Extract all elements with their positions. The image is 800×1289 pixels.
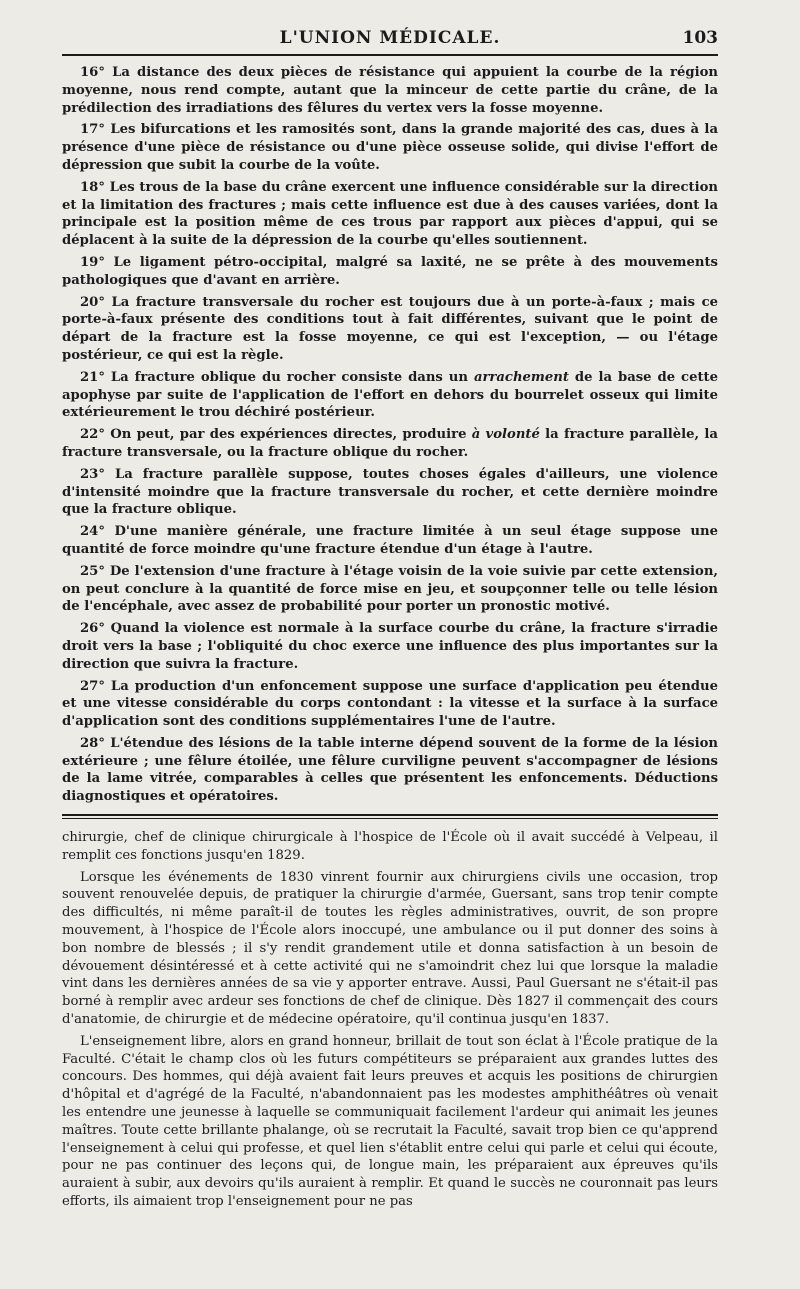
conclusion-17: 17° Les bifurcations et les ramosités sont, dans la grande majorité des cas, dues à la présence d'une pièce de résistance ou d'une pièce osseuse solide, qui divise l'effort de dépression que subit la courbe de la voûte. [62,122,718,173]
conclusions-section [62,64,718,806]
conclusion-27: 27° La production d'un enfoncement suppose une surface d'application peu étendue et une vitesse considérable du corps contondant : la vitesse et la surface à la surface d'application sont des conditions supplémentaires l'une de l'autre. [62,678,718,730]
running-header [62,24,718,56]
conclusion-25: 25° De l'extension d'une fracture à l'étage voisin de la voie suivie par cette extension, on peut conclure à la quantité de force mise en jeu, et soupçonner telle ou telle lésion de l'encéphale, avec assez de probabilité pour porter un pronostic motivé. [62,563,718,615]
page-number: 103 [682,28,718,48]
conclusion-19: 19° Le ligament pétro-occipital, malgré sa laxité, ne se prête à des mouvements pathologiques que d'avant en arrière. [62,254,718,288]
conclusion-18: 18° Les trous de la base du crâne exercent une influence considérable sur la direction et la limitation des fractures ; mais cette influence est due à des causes variées, dont la principale est la position même de ces trous par rapport aux pièces d'appui, qui se déplacent à la suite de la dépression de la courbe qu'elles soutiennent. [62,179,719,249]
running-title: L'UNION MÉDICALE. [279,28,501,48]
conclusion-24: 24° D'une manière générale, une fracture limitée à un seul étage suppose une quantité de force moindre qu'une fracture étendue d'un étage à l'autre. [62,524,719,557]
biography-section [62,829,718,1211]
section-divider [62,814,718,819]
conclusion-28: 28° L'étendue des lésions de la table interne dépend souvent de la forme de la lésion extérieure ; une fêlure étoilée, une fêlure curviligne peuvent s'accompagner de lésions de la lame vitrée, comparables à celles que présentent les enfoncements. Déductions diagnostiques et opératoires. [62,735,718,805]
conclusion-23: 23° La fracture parallèle suppose, toutes choses égales d'ailleurs, une violence d'intensité moindre que la fracture transversale du rocher, et cette dernière moindre que la fracture oblique. [62,466,719,518]
conclusion-20: 20° La fracture transversale du rocher est toujours due à un porte-à-faux ; mais ce porte-à-faux présente des conditions tout à fait différentes, suivant que le point de départ de la fracture est la fosse moyenne, ce qui est l'exception, — ou l'étage postérieur, ce qui est la règle. [62,294,718,363]
biography-paragraph-1: chirurgie, chef de clinique chirurgicale à l'hospice de l'École où il avait succédé à Velpeau, il remplit ces fonctions jusqu'en 1829. [62,830,718,863]
conclusion-22: 22° On peut, par des expériences directes, produire à volonté la fracture parallèle, la fracture transversale, ou la fracture oblique du rocher. [62,427,718,460]
conclusion-26: 26° Quand la violence est normale à la surface courbe du crâne, la fracture s'irradie droit vers la base ; l'obliquité du choc exerce une influence des plus importantes sur la direction que suivra la fracture. [62,621,718,672]
biography-paragraph-2: Lorsque les événements de 1830 vinrent fournir aux chirurgiens civils une occasion, trop souvent renouvelée depuis, de pratiquer la chirurgie d'armée, Guersant, sans trop tenir compte des difficultés, ni même paraît-il de toutes les règles administratives, ouvrit, de son propre mouvement, à l'hospice de l'École alors inoccupé, une ambulance ou il put donner des soins à bon nombre de blessés ; il s'y rendit grandement utile et donna satisfaction à un besoin de dévouement désintéressé et à cette activité qui ne s'amoindrit chez lui que lorsque la maladie vint dans les dernières années de sa vie y apporter entrave. Aussi, Paul Guersant ne s'était-il pas borné à remplir avec ardeur ses fonctions de chef de clinique. Dès 1827 il commençait des cours d'anatomie, de chirurgie et de médecine opératoire, qu'il continua jusqu'en 1837. [62,869,718,1028]
conclusion-21: 21° La fracture oblique du rocher consiste dans un arrachement de la base de cette apophyse par suite de l'application de l'effort en dehors du bourrelet osseux qui limite extérieurement le trou déchiré postérieur. [62,369,719,421]
conclusion-16: 16° La distance des deux pièces de résistance qui appuient la courbe de la région moyenne, nous rend compte, autant que la minceur de cette partie du crâne, de la prédilection des irradiations des fêlures du vertex vers la fosse moyenne. [62,65,719,116]
biography-paragraph-3: L'enseignement libre, alors en grand honneur, brillait de tout son éclat à l'École pratique de la Faculté. C'était le champ clos où les futurs compétiteurs se préparaient aux grandes luttes des concours. Des hommes, qui déjà avaient fait leurs preuves et acquis les positions de chirurgien d'hôpital et d'agrégé de la Faculté, n'abandonnaient pas les modestes amphithéâtres où venait les entendre une jeunesse à laquelle se communiquait facilement l'ardeur qui animait les jeunes maîtres. Toute cette brillante phalange, où se recrutait la Faculté, savait trop bien ce qu'apprend l'enseignement à celui qui professe, et quel lien s'établit entre celui qui parle et celui qui écoute, pour ne pas continuer des leçons qui, de longue main, les préparaient aux épreuves qu'ils auraient à subir, aux devoirs qu'ils auraient à remplir. Et quand le succès ne couronnait pas leurs efforts, ils aimaient trop l'enseignement pour ne pas [62,1033,718,1210]
